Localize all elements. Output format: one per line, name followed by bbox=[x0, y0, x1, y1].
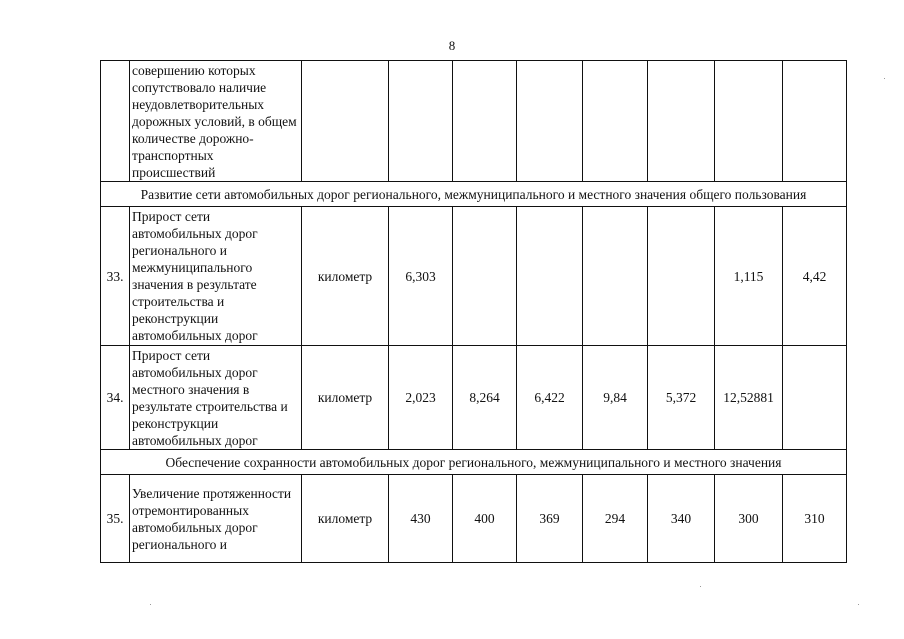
row-number: 34. bbox=[101, 346, 130, 450]
value-cell bbox=[783, 61, 847, 182]
indicator-description: Прирост сети автомобильных дорог регионального и межмуниципального значения в результате строительства и реконструкции автомобильных дорог bbox=[130, 207, 302, 346]
value-cell bbox=[517, 61, 583, 182]
section-header-row bbox=[101, 182, 847, 207]
value-cell bbox=[583, 61, 648, 182]
value-cell: 12,52881 bbox=[715, 346, 783, 450]
value-cell: 4,42 bbox=[783, 207, 847, 346]
value-cell bbox=[389, 61, 453, 182]
value-cell: 300 bbox=[715, 475, 783, 563]
row-number: 33. bbox=[101, 207, 130, 346]
indicator-description: совершению которых сопутствовало наличие неудовлетворительных дорожных условий, в общем количестве дорожно-транспортных происшествий bbox=[130, 61, 302, 182]
value-cell: 430 bbox=[389, 475, 453, 563]
section-title: Обеспечение сохранности автомобильных дорог регионального, межмуниципального и местного значения bbox=[101, 450, 847, 475]
value-cell: 6,303 bbox=[389, 207, 453, 346]
unit-cell: километр bbox=[302, 207, 389, 346]
value-cell: 9,84 bbox=[583, 346, 648, 450]
scan-speck bbox=[858, 604, 859, 605]
value-cell bbox=[453, 207, 517, 346]
scan-speck bbox=[884, 78, 885, 79]
value-cell: 5,372 bbox=[648, 346, 715, 450]
unit-cell bbox=[302, 61, 389, 182]
value-cell: 294 bbox=[583, 475, 648, 563]
scan-speck bbox=[700, 586, 701, 587]
section-title: Развитие сети автомобильных дорог регионального, межмуниципального и местного значения общего пользования bbox=[101, 182, 847, 207]
value-cell bbox=[453, 61, 517, 182]
value-cell: 400 bbox=[453, 475, 517, 563]
value-cell: 310 bbox=[783, 475, 847, 563]
value-cell: 2,023 bbox=[389, 346, 453, 450]
row-number-cell bbox=[101, 61, 130, 182]
scan-speck bbox=[150, 604, 151, 605]
value-cell bbox=[783, 346, 847, 450]
value-cell bbox=[648, 61, 715, 182]
indicator-description: Прирост сети автомобильных дорог местного значения в результате строительства и реконструкции автомобильных дорог bbox=[130, 346, 302, 450]
table-row bbox=[101, 207, 847, 346]
page-number: 8 bbox=[448, 38, 456, 53]
table-row bbox=[101, 346, 847, 450]
value-cell bbox=[715, 61, 783, 182]
value-cell bbox=[583, 207, 648, 346]
table-row bbox=[101, 475, 847, 563]
row-number: 35. bbox=[101, 475, 130, 563]
value-cell: 1,115 bbox=[715, 207, 783, 346]
value-cell bbox=[648, 207, 715, 346]
value-cell: 6,422 bbox=[517, 346, 583, 450]
value-cell: 340 bbox=[648, 475, 715, 563]
value-cell: 369 bbox=[517, 475, 583, 563]
indicators-table bbox=[100, 60, 847, 563]
value-cell bbox=[517, 207, 583, 346]
unit-cell: километр bbox=[302, 346, 389, 450]
section-header-row bbox=[101, 450, 847, 475]
unit-cell: километр bbox=[302, 475, 389, 563]
indicator-description: Увеличение протяженности отремонтированных автомобильных дорог регионального и bbox=[130, 475, 302, 563]
value-cell: 8,264 bbox=[453, 346, 517, 450]
table-row-continuation bbox=[101, 61, 847, 182]
